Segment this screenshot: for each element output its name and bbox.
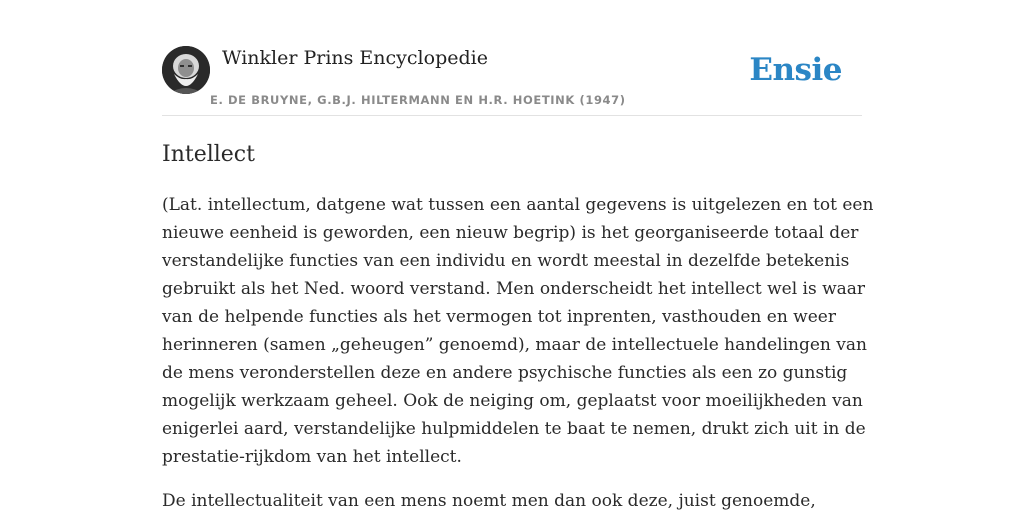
paragraph-line: herinneren (samen „geheugen” genoemd), maar de intellectuele handelingen van [162, 335, 867, 355]
paragraph-line: verstandelijke functies van een individu en wordt meestal in dezelfde betekenis [162, 251, 850, 271]
source-authors: E. DE BRUYNE, G.B.J. HILTERMANN EN H.R. HOETINK (1947) [210, 93, 626, 107]
article-paragraph [162, 191, 874, 471]
paragraph-line: enigerlei aard, verstandelijke hulpmiddelen te baat te nemen, drukt zich uit in de [162, 419, 866, 439]
paragraph-line: (Lat. intellectum, datgene wat tussen een aantal gegevens is uitgelezen en tot een [162, 195, 874, 215]
paragraph-line: prestatie-rijkdom van het intellect. [162, 447, 462, 467]
article-body [162, 191, 874, 512]
article-title: Intellect [162, 142, 255, 167]
article-paragraph [162, 487, 867, 512]
brand-logo[interactable]: Ensie [749, 52, 842, 88]
paragraph-line: De intellectualiteit van een mens noemt men dan ook deze, juist genoemde, [162, 491, 816, 511]
bearded-man-portrait-icon [162, 46, 210, 94]
paragraph-line: van de helpende functies als het vermogen tot inprenten, vasthouden en weer [162, 307, 836, 327]
avatar[interactable] [162, 46, 210, 94]
paragraph-line: mogelijk werkzaam geheel. Ook de neiging om, geplaatst voor moeilijkheden van [162, 391, 863, 411]
source-header [162, 46, 862, 116]
paragraph-line: gebruikt als het Ned. woord verstand. Men onderscheidt het intellect wel is waar [162, 279, 866, 299]
paragraph-line: nieuwe eenheid is geworden, een nieuw begrip) is het georganiseerde totaal der [162, 223, 859, 243]
source-title[interactable]: Winkler Prins Encyclopedie [222, 47, 488, 69]
paragraph-line: de mens veronderstellen deze en andere psychische functies als een zo gunstig [162, 363, 848, 383]
page [162, 0, 874, 512]
